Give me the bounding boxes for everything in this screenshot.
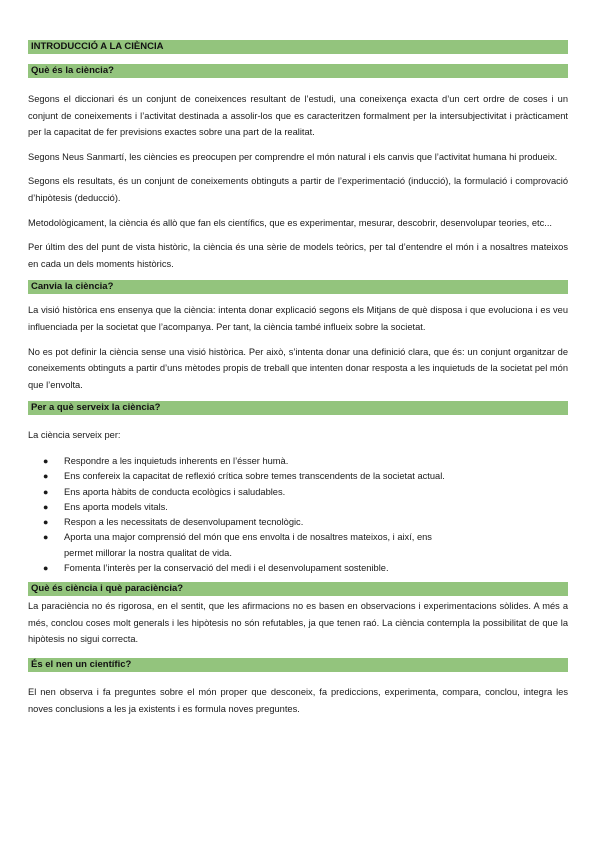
paragraph: Per últim des del punt de vista històric, la ciència és una sèrie de models teòrics, per tal d’entendre el món i a nosaltres mateixos en cada un dels moments històrics. — [28, 242, 568, 269]
list-item — [28, 530, 454, 561]
paragraph: Segons el diccionari és un conjunt de coneixences resultant de l’estudi, una coneixença exacta d’un cert ordre de coses i un conjunt de coneixements i l’activitat destinada a assolir-los que es caracteritzen formalment per la intersubjectivitat i pràcticament per la capacitat de fer previsions exactes sobre una part de la realitat. — [28, 94, 568, 138]
section-heading-is-child-scientist: És el nen un científic? — [28, 658, 568, 672]
document-page — [28, 40, 568, 717]
bullet-icon: ● — [43, 455, 49, 466]
paragraph: No es pot definir la ciència sense una visió històrica. Per això, s’intenta donar una definició clara, que és: un conjunt organitzar de coneixements obtinguts a partir d’uns mètodes propis de treball que intenten donar resposta a les inquietuds de la societat pel món que l’envolta. — [28, 346, 568, 390]
document-title: INTRODUCCIÓ A LA CIÈNCIA — [28, 40, 568, 54]
list-item — [28, 454, 454, 469]
section-heading-does-science-change: Canvia la ciència? — [28, 280, 568, 294]
paragraph: Metodològicament, la ciència és allò que fan els científics, que es experimentar, mesurar, descobrir, desenvolupar teories, etc... — [28, 217, 553, 228]
list-item-text: Ens aporta hàbits de conducta ecològics i saludables. — [64, 486, 286, 497]
bullet-list — [28, 454, 568, 576]
bullet-icon: ● — [43, 532, 49, 543]
list-item — [28, 515, 454, 530]
paragraph: La visió històrica ens ensenya que la ciència: intenta donar explicació segons els Mitjans de què disposa i que evoluciona i es veu influenciada per la societat que l’acompanya. Per tant, la ciència també influeix sobre la societat. — [28, 305, 568, 332]
list-item-text: Aporta una major comprensió del món que ens envolta i de nosaltres mateixos, i així, ens permet millorar la nostra qualitat de vida. — [64, 532, 432, 558]
list-item-text: Respondre a les inquietuds inherents en l’ésser humà. — [64, 455, 289, 466]
paragraph: La paraciència no és rigorosa, en el sentit, que les afirmacions no es basen en observacions i experimentacions sòlides. A més a més, conclou coses molt generals i les hipòtesis no són refutables, ja que tenen raó. La ciència contempla la possibilitat de que la hipòtesis no sigui correcta. — [28, 601, 568, 645]
bullet-icon: ● — [43, 486, 49, 497]
bullet-icon: ● — [43, 517, 49, 528]
paragraph: El nen observa i fa preguntes sobre el món proper que desconeix, fa prediccions, experimenta, compara, conclou, integra les noves conclusions a les ja existents i es formula noves preguntes. — [28, 687, 568, 714]
list-item-text: Respon a les necessitats de desenvolupament tecnològic. — [64, 517, 304, 528]
paragraph: Segons Neus Sanmartí, les ciències es preocupen per comprendre el món natural i els canvis que l’activitat humana hi produeix. — [28, 151, 558, 162]
list-item-text: Ens confereix la capacitat de reflexió crítica sobre temes transcendents de la societat actual. — [64, 471, 445, 482]
section-heading-science-vs-paraciencia: Què és ciència i què paraciència? — [28, 582, 568, 596]
list-item — [28, 561, 454, 576]
paragraph: Segons els resultats, és un conjunt de coneixements obtinguts a partir de l’experimentació (inducció), la formulació i comprovació d’hipòtesis (deducció). — [28, 176, 568, 203]
bullet-icon: ● — [43, 562, 49, 573]
list-item-text: Fomenta l’interès per la conservació del medi i el desenvolupament sostenible. — [64, 562, 389, 573]
list-item-text: Ens aporta models vitals. — [64, 501, 168, 512]
list-intro: La ciència serveix per: — [28, 430, 121, 441]
list-item — [28, 485, 454, 500]
bullet-icon: ● — [43, 501, 49, 512]
bullet-icon: ● — [43, 471, 49, 482]
section-heading-what-is-science-for: Per a què serveix la ciència? — [28, 401, 568, 415]
list-item — [28, 469, 454, 484]
list-item — [28, 500, 454, 515]
section-heading-what-is-science: Què és la ciència? — [28, 64, 568, 78]
